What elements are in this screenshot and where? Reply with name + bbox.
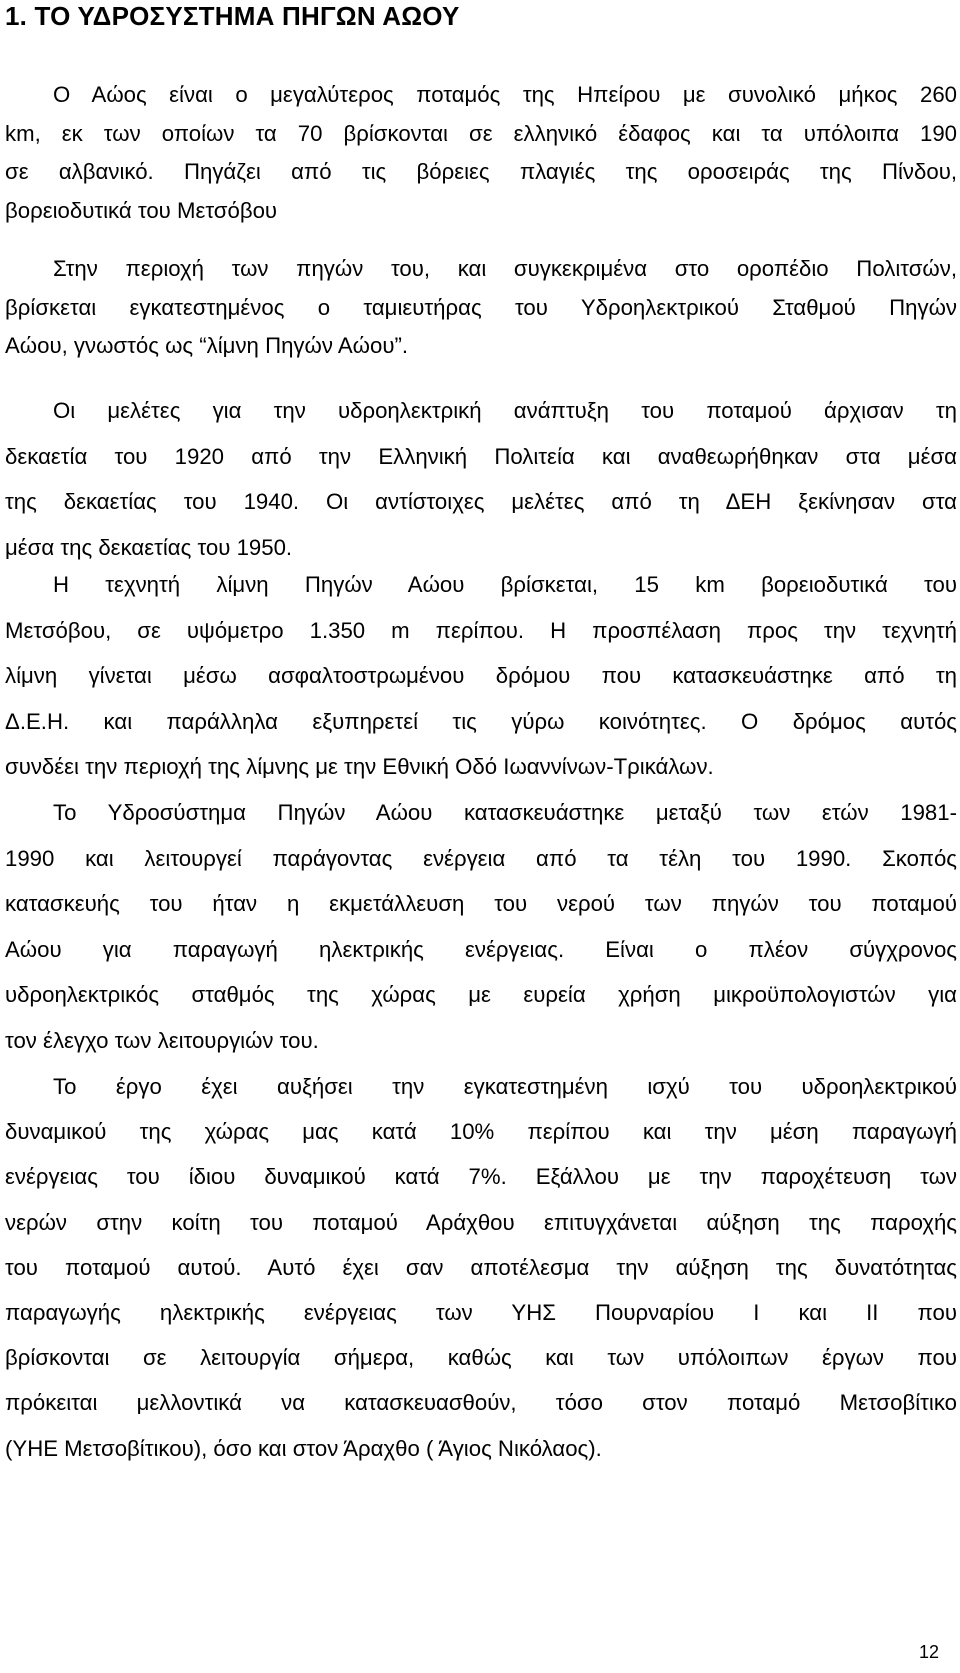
text-line: βρίσκονται σε λειτουργία σήμερα, καθώς και των υπόλοιπων έργων που	[5, 1345, 957, 1371]
text-line: 1990 και λειτουργεί παράγοντας ενέργεια από τα τέλη του 1990. Σκοπός	[5, 845, 957, 871]
text-line: Ο Αώος είναι ο μεγαλύτερος ποταμός της Ηπείρου με συνολικό μήκος 260	[53, 82, 957, 107]
text-line: βορειοδυτικά του Μετσόβου	[5, 197, 278, 223]
text-line: του ποταμού αυτού. Αυτό έχει σαν αποτέλεσμα την αύξηση της δυνατότητας	[5, 1254, 957, 1280]
text-line: βρίσκεται εγκατεστημένος ο ταμιευτήρας του Υδροηλεκτρικού Σταθμού Πηγών	[5, 294, 957, 320]
text-line: Το Υδροσύστημα Πηγών Αώου κατασκευάστηκε μεταξύ των ετών 1981-	[53, 800, 957, 825]
text-line: Δ.Ε.Η. και παράλληλα εξυπηρετεί τις γύρω κοινότητες. Ο δρόμος αυτός	[5, 708, 957, 734]
section-heading: 1. ΤΟ ΥΔΡΟΣΥΣΤΗΜΑ ΠΗΓΩΝ ΑΩΟΥ	[5, 1, 460, 31]
text-line: πρόκειται μελλοντικά να κατασκευασθούν, τόσο στον ποταμό Μετσοβίτικο	[5, 1390, 957, 1416]
text-line: νερών στην κοίτη του ποταμού Αράχθου επιτυγχάνεται αύξηση της παροχής	[5, 1209, 957, 1235]
text-line: km, εκ των οποίων τα 70 βρίσκονται σε ελληνικό έδαφος και τα υπόλοιπα 190	[5, 120, 957, 146]
text-line: Η τεχνητή λίμνη Πηγών Αώου βρίσκεται, 15 km βορειοδυτικά του	[53, 572, 957, 597]
text-line: λίμνη γίνεται μέσω ασφαλτοστρωμένου δρόμου που κατασκευάστηκε από τη	[5, 663, 957, 688]
text-line: της δεκαετίας του 1940. Οι αντίστοιχες μελέτες από τη ΔΕΗ ξεκίνησαν στα	[5, 489, 957, 514]
text-line: συνδέει την περιοχή της λίμνης με την Εθνική Οδό Ιωαννίνων-Τρικάλων.	[5, 754, 714, 779]
text-line: κατασκευής του ήταν η εκμετάλλευση του νερού των πηγών του ποταμού	[5, 891, 957, 916]
text-line: Στην περιοχή των πηγών του, και συγκεκριμένα στο οροπέδιο Πολιτσών,	[53, 256, 957, 281]
text-line: Μετσόβου, σε υψόμετρο 1.350 m περίπου. Η προσπέλαση προς την τεχνητή	[5, 617, 957, 643]
text-line: υδροηλεκτρικός σταθμός της χώρας με ευρεία χρήση μικροϋπολογιστών για	[5, 982, 957, 1007]
text-line: σε αλβανικό. Πηγάζει από τις βόρειες πλαγιές της οροσειράς της Πίνδου,	[5, 159, 957, 184]
text-line: Το έργο έχει αυξήσει την εγκατεστημένη ισχύ του υδροηλεκτρικού	[53, 1074, 957, 1099]
text-line: μέσα της δεκαετίας του 1950.	[5, 534, 293, 560]
text-line: τον έλεγχο των λειτουργιών του.	[5, 1027, 319, 1053]
text-line: δυναμικού της χώρας μας κατά 10% περίπου και την μέση παραγωγή	[5, 1119, 957, 1145]
text-line: δεκαετία του 1920 από την Ελληνική Πολιτεία και αναθεωρήθηκαν στα μέσα	[5, 443, 957, 469]
text-line: (ΥΗΕ Μετσοβίτικου), όσο και στον Άραχθο ( Άγιος Νικόλαος).	[5, 1435, 602, 1461]
text-line: Αώου για παραγωγή ηλεκτρικής ενέργειας. Είναι ο πλέον σύγχρονος	[5, 936, 957, 962]
text-line: Αώου, γνωστός ως “λίμνη Πηγών Αώου”.	[5, 333, 409, 358]
page-number: 12	[918, 1642, 939, 1662]
text-line: Οι μελέτες για την υδροηλεκτρική ανάπτυξη του ποταμού άρχισαν τη	[53, 398, 957, 423]
text-line: παραγωγής ηλεκτρικής ενέργειας των ΥΗΣ Πουρναρίου Ι και ΙΙ που	[5, 1300, 957, 1325]
text-line: ενέργειας του ίδιου δυναμικού κατά 7%. Εξάλλου με την παροχέτευση των	[5, 1164, 957, 1190]
